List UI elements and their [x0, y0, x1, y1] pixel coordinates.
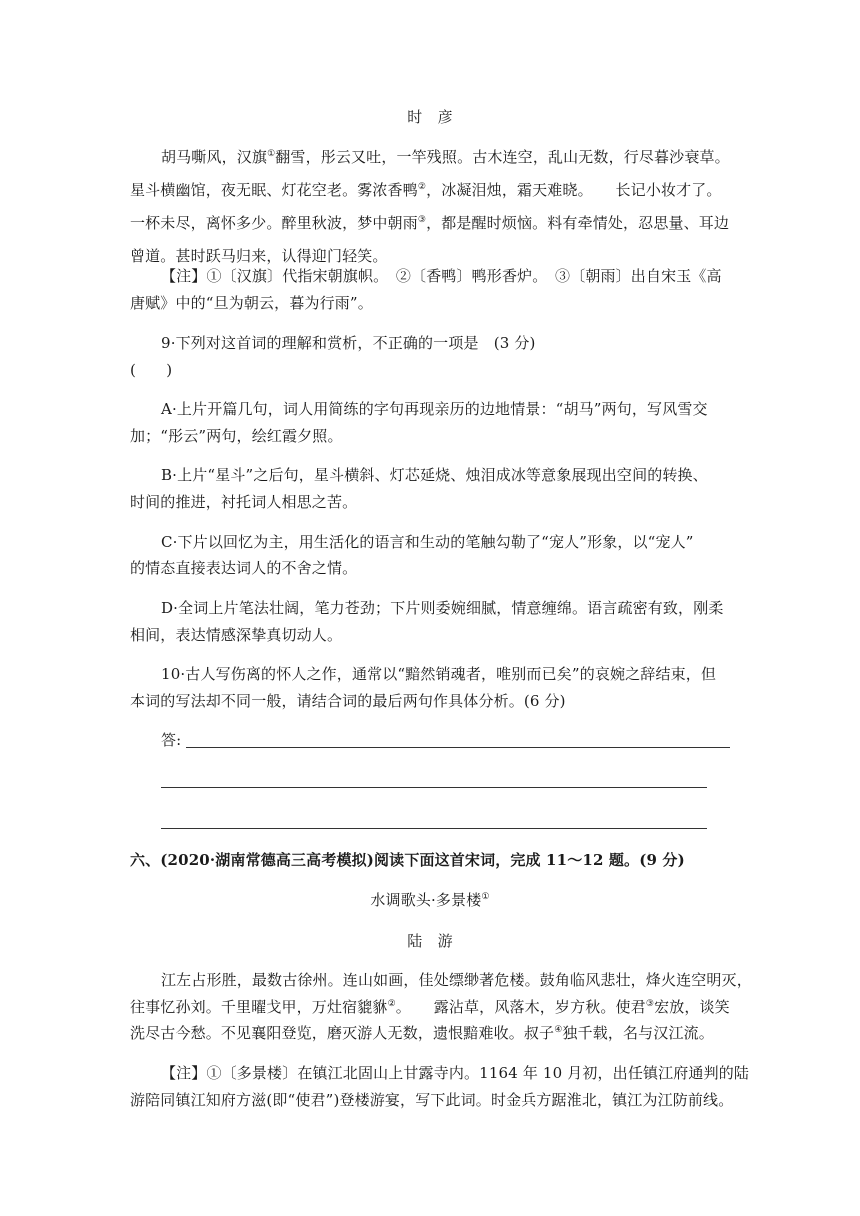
option-d: D·全词上片笔法壮阔，笔力苍劲；下片则委婉细腻，情意缠绵。语言疏密有致，刚柔 [161, 599, 724, 617]
question-10-stem: 本词的写法却不同一般，请结合词的最后两句作具体分析。(6 分) [130, 692, 566, 710]
option-b: B·上片“星斗”之后句，星斗横斜、灯芯延烧、烛泪成冰等意象展现出空间的转换、 [161, 466, 708, 484]
answer-line[interactable] [161, 787, 707, 788]
poem2-line: 江左占形胜，最数古徐州。连山如画，佳处缥缈著危楼。鼓角临风悲壮，烽火连空明灭， [161, 971, 752, 989]
option-a: 加；“彤云”两句，绘红霞夕照。 [130, 427, 343, 445]
option-d: 相间，表达情感深挚真切动人。 [130, 626, 343, 644]
poem1-line: 曾道。甚时跃马归来，认得迎门轻笑。 [130, 247, 388, 265]
section-heading: 六、(2020·湖南常德高三高考模拟)阅读下面这首宋词，完成 11～12 题。(9 分) [130, 851, 685, 869]
option-a: A·上片开篇几句，词人用简练的字句再现亲历的边地情景：“胡马”两句，写风雪交 [161, 400, 708, 418]
answer-line[interactable] [186, 747, 730, 748]
poem2-line: 往事忆孙刘。千里曜戈甲，万灶宿貔貅②。 露沾草，风落木，岁方秋。使君③宏放，谈笑 [130, 998, 730, 1016]
poem1-line: 星斗横幽馆，夜无眠、灯花空老。雾浓香鸭②，冰凝泪烛，霜天难晓。 长记小妆才了。 [130, 181, 722, 199]
poem1-line: 一杯未尽，离怀多少。醉里秋波，梦中朝雨③，都是醒时烦恼。料有牵情处，忍思量、耳边 [130, 214, 730, 232]
question-9-stem: 9·下列对这首词的理解和赏析，不正确的一项是 (3 分) [161, 334, 536, 352]
option-b: 时间的推进，衬托词人相思之苦。 [130, 493, 358, 511]
poem1-author: 时 彦 [407, 108, 453, 126]
poem2-title: 水调歌头·多景楼① [370, 891, 490, 909]
poem1-note: 唐赋》中的“旦为朝云，暮为行雨”。 [130, 294, 373, 312]
poem2-line: 洗尽古今愁。不见襄阳登览，磨灭游人无数，遗恨黯难收。叔子④独千载，名与汉江流。 [130, 1024, 714, 1042]
option-c: C·下片以回忆为主，用生活化的语言和生动的笔触勾勒了“宠人”形象，以“宠人” [161, 533, 694, 551]
answer-line[interactable] [161, 828, 707, 829]
answer-label: 答: [161, 731, 182, 749]
poem1-line: 胡马嘶风，汉旗①翻雪，彤云又吐，一竿残照。古木连空，乱山无数，行尽暮沙衰草。 [161, 148, 730, 166]
poem2-note: 【注】①〔多景楼〕在镇江北固山上甘露寺内。1164 年 10 月初，出任镇江府通判的陆 [161, 1064, 750, 1082]
option-c: 的情态直接表达词人的不舍之情。 [130, 559, 358, 577]
question-9-blank: ( ) [130, 361, 173, 379]
question-10-stem: 10·古人写伤离的怀人之作，通常以“黯然销魂者，唯别而已矣”的哀婉之辞结束，但 [161, 665, 717, 683]
poem2-author: 陆 游 [407, 932, 453, 950]
poem2-note: 游陪同镇江知府方滋(即“使君”)登楼游宴，写下此词。时金兵方踞淮北，镇江为江防前线。 [130, 1091, 734, 1109]
poem1-note: 【注】①〔汉旗〕代指宋朝旗帜。 ②〔香鸭〕鸭形香炉。 ③〔朝雨〕出自宋玉《高 [161, 267, 722, 285]
